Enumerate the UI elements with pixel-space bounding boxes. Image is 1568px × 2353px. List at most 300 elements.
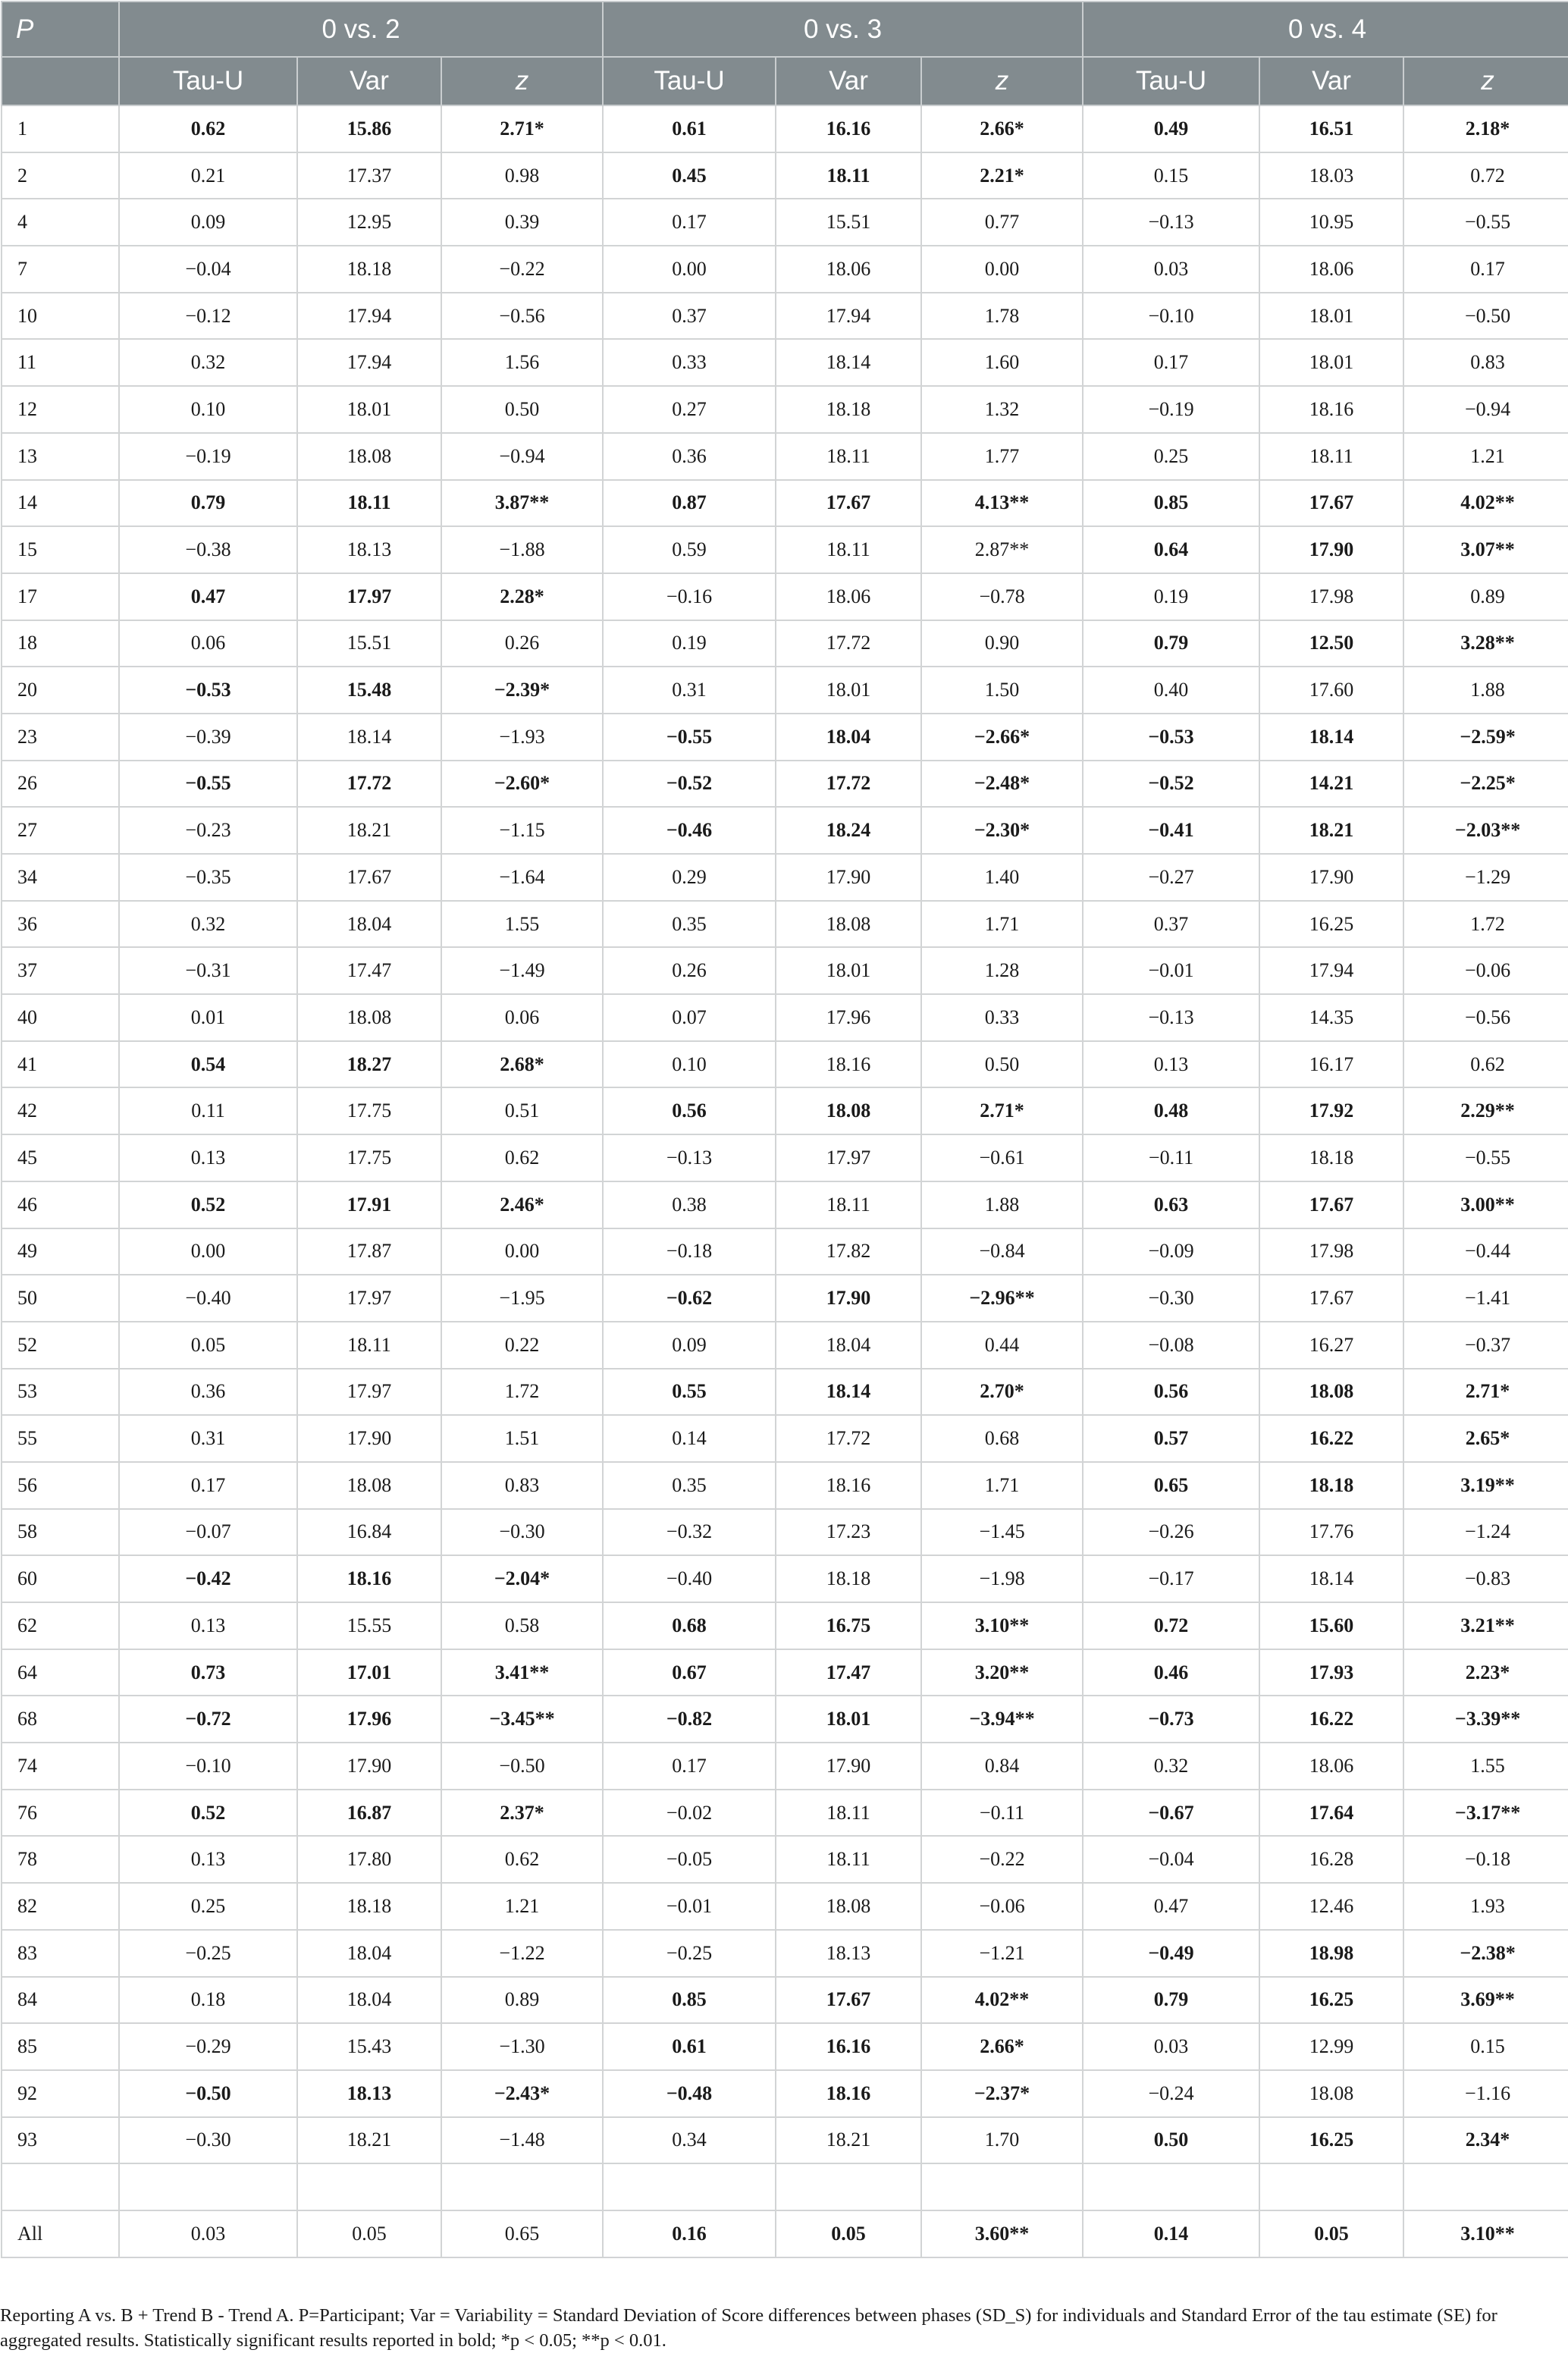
var-cell-0-vs-2: 17.01 — [297, 1649, 441, 1696]
z-cell-0-vs-2: −1.30 — [441, 2023, 603, 2070]
tau-u-cell-0-vs-4: −0.73 — [1083, 1696, 1259, 1743]
z-cell-0-vs-3: 1.71 — [921, 901, 1083, 948]
var-cell-0-vs-4: 17.94 — [1259, 947, 1403, 994]
z-cell-0-vs-2: 1.21 — [441, 1883, 603, 1930]
var-cell-0-vs-2: 18.13 — [297, 2070, 441, 2117]
z-cell-0-vs-2: −1.64 — [441, 854, 603, 901]
participant-cell: 2 — [2, 152, 119, 199]
table-row — [2, 1883, 1568, 1930]
var-cell-0-vs-3: 17.94 — [776, 293, 921, 340]
subheader-z: z — [441, 57, 603, 105]
z-cell-0-vs-4: −3.17** — [1403, 1790, 1568, 1837]
var-cell-0-vs-3: 18.04 — [776, 714, 921, 761]
z-cell-0-vs-2: −0.56 — [441, 293, 603, 340]
table-row — [2, 526, 1568, 573]
var-cell-0-vs-2: 0.05 — [297, 2210, 441, 2257]
subheader-var: Var — [776, 57, 921, 105]
var-cell-0-vs-2: 17.91 — [297, 1181, 441, 1228]
var-cell-0-vs-2: 17.96 — [297, 1696, 441, 1743]
z-cell-0-vs-3: −1.21 — [921, 1930, 1083, 1977]
var-cell-0-vs-2: 15.86 — [297, 105, 441, 152]
z-cell-0-vs-4: 3.10** — [1403, 2210, 1568, 2257]
var-cell-0-vs-2: 18.14 — [297, 714, 441, 761]
tau-u-cell-0-vs-4: −0.19 — [1083, 386, 1259, 433]
subheader-z: z — [921, 57, 1083, 105]
var-cell-0-vs-4: 15.60 — [1259, 1602, 1403, 1649]
z-cell-0-vs-2: 0.58 — [441, 1602, 603, 1649]
var-cell-0-vs-3: 17.90 — [776, 854, 921, 901]
z-cell-0-vs-3: 1.50 — [921, 667, 1083, 714]
var-cell-0-vs-3: 18.18 — [776, 386, 921, 433]
tau-u-cell-0-vs-4: 0.57 — [1083, 1415, 1259, 1462]
z-cell-0-vs-2: −1.95 — [441, 1275, 603, 1322]
tau-u-cell-0-vs-2: 0.47 — [119, 573, 297, 620]
z-cell-0-vs-3: 2.66* — [921, 2023, 1083, 2070]
z-cell-0-vs-3: −0.78 — [921, 573, 1083, 620]
var-cell-0-vs-4: 17.60 — [1259, 667, 1403, 714]
tau-u-cell-0-vs-2: 0.13 — [119, 1602, 297, 1649]
participant-cell: 12 — [2, 386, 119, 433]
var-cell-0-vs-4: 16.22 — [1259, 1696, 1403, 1743]
tau-u-cell-0-vs-4: 0.63 — [1083, 1181, 1259, 1228]
z-cell-0-vs-2: 1.56 — [441, 339, 603, 386]
tau-u-cell-0-vs-4: 0.03 — [1083, 2023, 1259, 2070]
participant-cell: 49 — [2, 1228, 119, 1275]
z-cell-0-vs-4: −0.37 — [1403, 1322, 1568, 1369]
var-cell-0-vs-4: 18.06 — [1259, 246, 1403, 293]
participant-cell: 17 — [2, 573, 119, 620]
tau-u-cell-0-vs-4: 0.13 — [1083, 1041, 1259, 1088]
tau-u-cell-0-vs-3: 0.26 — [603, 947, 776, 994]
table-row — [2, 1369, 1568, 1416]
table-row — [2, 339, 1568, 386]
var-cell-0-vs-3: 18.21 — [776, 2117, 921, 2164]
var-cell-0-vs-2: 18.18 — [297, 246, 441, 293]
table-row — [2, 1041, 1568, 1088]
tau-u-cell-0-vs-3: 0.35 — [603, 901, 776, 948]
tau-u-cell-0-vs-2: −0.53 — [119, 667, 297, 714]
tau-u-cell-0-vs-3: 0.16 — [603, 2210, 776, 2257]
z-cell-0-vs-4: 0.83 — [1403, 339, 1568, 386]
tau-u-cell-0-vs-2: 0.32 — [119, 339, 297, 386]
var-cell-0-vs-4: 16.25 — [1259, 2117, 1403, 2164]
tau-u-cell-0-vs-4: 0.17 — [1083, 339, 1259, 386]
table-row — [2, 2163, 1568, 2210]
var-cell-0-vs-3: 17.82 — [776, 1228, 921, 1275]
table-row — [2, 152, 1568, 199]
tau-u-cell-0-vs-3: 0.36 — [603, 433, 776, 480]
z-cell-0-vs-4: −2.25* — [1403, 761, 1568, 808]
participant-cell: All — [2, 2210, 119, 2257]
z-cell-0-vs-4: 3.28** — [1403, 620, 1568, 667]
tau-u-cell-0-vs-2: 0.09 — [119, 199, 297, 246]
z-cell-0-vs-2: 0.89 — [441, 1977, 603, 2024]
tau-u-cell-0-vs-2: −0.23 — [119, 807, 297, 854]
var-cell-0-vs-3: 18.01 — [776, 947, 921, 994]
z-cell-0-vs-2: −2.43* — [441, 2070, 603, 2117]
z-cell-0-vs-3: 0.77 — [921, 199, 1083, 246]
z-cell-0-vs-3: 3.10** — [921, 1602, 1083, 1649]
z-cell-0-vs-4: 0.17 — [1403, 246, 1568, 293]
tau-u-cell-0-vs-2: 0.13 — [119, 1836, 297, 1883]
tau-u-cell-0-vs-2 — [119, 2163, 297, 2210]
var-cell-0-vs-4: 16.51 — [1259, 105, 1403, 152]
var-cell-0-vs-3: 17.90 — [776, 1275, 921, 1322]
var-cell-0-vs-2: 18.08 — [297, 433, 441, 480]
subheader-var: Var — [1259, 57, 1403, 105]
tau-u-cell-0-vs-3: 0.87 — [603, 480, 776, 527]
var-cell-0-vs-2: 17.80 — [297, 1836, 441, 1883]
participant-cell: 14 — [2, 480, 119, 527]
tau-u-cell-0-vs-2: −0.25 — [119, 1930, 297, 1977]
var-cell-0-vs-3: 17.67 — [776, 1977, 921, 2024]
var-cell-0-vs-3: 18.13 — [776, 1930, 921, 1977]
var-cell-0-vs-2: 17.94 — [297, 293, 441, 340]
participant-cell: 55 — [2, 1415, 119, 1462]
var-cell-0-vs-3: 18.11 — [776, 526, 921, 573]
tau-u-cell-0-vs-3: 0.27 — [603, 386, 776, 433]
table-row — [2, 1836, 1568, 1883]
var-cell-0-vs-4: 16.25 — [1259, 901, 1403, 948]
tau-u-cell-0-vs-4: 0.37 — [1083, 901, 1259, 948]
z-cell-0-vs-3: 2.66* — [921, 105, 1083, 152]
var-cell-0-vs-4: 18.16 — [1259, 386, 1403, 433]
z-cell-0-vs-2: −1.49 — [441, 947, 603, 994]
tau-u-cell-0-vs-2: 0.79 — [119, 480, 297, 527]
participant-cell: 20 — [2, 667, 119, 714]
table-row — [2, 667, 1568, 714]
table-row — [2, 947, 1568, 994]
participant-cell: 92 — [2, 2070, 119, 2117]
var-cell-0-vs-2: 18.08 — [297, 1462, 441, 1509]
tau-u-cell-0-vs-3: 0.34 — [603, 2117, 776, 2164]
var-cell-0-vs-2: 18.27 — [297, 1041, 441, 1088]
var-cell-0-vs-2: 17.90 — [297, 1743, 441, 1790]
z-cell-0-vs-3: −1.45 — [921, 1509, 1083, 1556]
var-cell-0-vs-3 — [776, 2163, 921, 2210]
tau-u-cell-0-vs-3: 0.61 — [603, 105, 776, 152]
table-footnote: Reporting A vs. B + Trend B - Trend A. P=Participant; Var = Variability = Standard Deviation of Score differences between phases (SD_S) for individuals and Standard Error of the tau estimate (SE) for aggregated results. Statistically significant results reported in bold; *p < 0.05; **p < 0.01. — [0, 2305, 1497, 2351]
tau-u-cell-0-vs-4 — [1083, 2163, 1259, 2210]
z-cell-0-vs-3: −2.66* — [921, 714, 1083, 761]
z-cell-0-vs-4: 3.69** — [1403, 1977, 1568, 2024]
tau-u-cell-0-vs-3: 0.56 — [603, 1087, 776, 1134]
tau-u-cell-0-vs-2: −0.10 — [119, 1743, 297, 1790]
var-cell-0-vs-4: 12.99 — [1259, 2023, 1403, 2070]
tau-u-cell-0-vs-3: 0.14 — [603, 1415, 776, 1462]
z-cell-0-vs-4: 0.62 — [1403, 1041, 1568, 1088]
table-row — [2, 1696, 1568, 1743]
var-cell-0-vs-3: 18.11 — [776, 1181, 921, 1228]
var-cell-0-vs-2: 17.75 — [297, 1134, 441, 1181]
tau-u-cell-0-vs-2: −0.31 — [119, 947, 297, 994]
tau-u-cell-0-vs-2: 0.13 — [119, 1134, 297, 1181]
var-cell-0-vs-4: 18.18 — [1259, 1134, 1403, 1181]
var-cell-0-vs-3: 18.24 — [776, 807, 921, 854]
tau-u-cell-0-vs-2: 0.36 — [119, 1369, 297, 1416]
tau-u-cell-0-vs-4: 0.19 — [1083, 573, 1259, 620]
z-cell-0-vs-3: 2.70* — [921, 1369, 1083, 1416]
table-body — [2, 105, 1568, 2257]
table-row — [2, 1602, 1568, 1649]
tau-u-cell-0-vs-3: 0.38 — [603, 1181, 776, 1228]
tau-u-cell-0-vs-2: −0.19 — [119, 433, 297, 480]
z-cell-0-vs-2 — [441, 2163, 603, 2210]
var-cell-0-vs-3: 18.01 — [776, 667, 921, 714]
table-row — [2, 1555, 1568, 1602]
var-cell-0-vs-4: 18.98 — [1259, 1930, 1403, 1977]
participant-cell: 36 — [2, 901, 119, 948]
tau-u-cell-0-vs-2: −0.38 — [119, 526, 297, 573]
z-cell-0-vs-3: −2.48* — [921, 761, 1083, 808]
z-cell-0-vs-2: 2.37* — [441, 1790, 603, 1837]
z-cell-0-vs-2: 0.51 — [441, 1087, 603, 1134]
z-cell-0-vs-3: −0.22 — [921, 1836, 1083, 1883]
var-cell-0-vs-2: 18.04 — [297, 901, 441, 948]
tau-u-cell-0-vs-3: −0.32 — [603, 1509, 776, 1556]
tau-u-cell-0-vs-4: −0.67 — [1083, 1790, 1259, 1837]
tau-u-cell-0-vs-2: −0.07 — [119, 1509, 297, 1556]
z-cell-0-vs-4: 2.65* — [1403, 1415, 1568, 1462]
var-cell-0-vs-3: 16.75 — [776, 1602, 921, 1649]
tau-u-cell-0-vs-3: 0.33 — [603, 339, 776, 386]
var-cell-0-vs-4: 18.11 — [1259, 433, 1403, 480]
tau-u-cell-0-vs-4: −0.24 — [1083, 2070, 1259, 2117]
tau-u-cell-0-vs-3: 0.10 — [603, 1041, 776, 1088]
var-cell-0-vs-4: 18.14 — [1259, 1555, 1403, 1602]
tau-u-cell-0-vs-3: 0.61 — [603, 2023, 776, 2070]
participant-cell: 40 — [2, 994, 119, 1041]
tau-u-cell-0-vs-4: 0.25 — [1083, 433, 1259, 480]
var-cell-0-vs-2: 18.13 — [297, 526, 441, 573]
z-cell-0-vs-4: 3.07** — [1403, 526, 1568, 573]
participant-cell: 42 — [2, 1087, 119, 1134]
tau-u-cell-0-vs-4: −0.27 — [1083, 854, 1259, 901]
z-cell-0-vs-3: 4.02** — [921, 1977, 1083, 2024]
z-cell-0-vs-3: 1.70 — [921, 2117, 1083, 2164]
var-cell-0-vs-2: 17.72 — [297, 761, 441, 808]
tau-u-cell-0-vs-4: 0.47 — [1083, 1883, 1259, 1930]
z-cell-0-vs-4: −0.50 — [1403, 293, 1568, 340]
z-cell-0-vs-2: −2.60* — [441, 761, 603, 808]
z-cell-0-vs-4: 3.00** — [1403, 1181, 1568, 1228]
z-cell-0-vs-2: 0.83 — [441, 1462, 603, 1509]
participant-cell: 10 — [2, 293, 119, 340]
z-cell-0-vs-3: 0.44 — [921, 1322, 1083, 1369]
tau-u-cell-0-vs-4: −0.30 — [1083, 1275, 1259, 1322]
var-cell-0-vs-3: 18.16 — [776, 2070, 921, 2117]
table-row — [2, 1743, 1568, 1790]
z-cell-0-vs-2: 1.51 — [441, 1415, 603, 1462]
z-cell-0-vs-2: 3.41** — [441, 1649, 603, 1696]
z-cell-0-vs-3: 1.40 — [921, 854, 1083, 901]
table-row — [2, 1181, 1568, 1228]
var-cell-0-vs-3: 17.47 — [776, 1649, 921, 1696]
z-cell-0-vs-2: 0.22 — [441, 1322, 603, 1369]
table-row — [2, 901, 1568, 948]
tau-u-cell-0-vs-4: 0.03 — [1083, 246, 1259, 293]
z-cell-0-vs-3: 2.21* — [921, 152, 1083, 199]
participant-cell: 82 — [2, 1883, 119, 1930]
table-row — [2, 1509, 1568, 1556]
tau-u-cell-0-vs-4: −0.49 — [1083, 1930, 1259, 1977]
table-row — [2, 761, 1568, 808]
tau-u-cell-0-vs-2: 0.06 — [119, 620, 297, 667]
table-row — [2, 1415, 1568, 1462]
table-row — [2, 1228, 1568, 1275]
table-row — [2, 1977, 1568, 2024]
z-cell-0-vs-4: −1.29 — [1403, 854, 1568, 901]
z-cell-0-vs-4: 4.02** — [1403, 480, 1568, 527]
z-cell-0-vs-4: −0.06 — [1403, 947, 1568, 994]
tau-u-cell-0-vs-4: 0.79 — [1083, 620, 1259, 667]
var-cell-0-vs-2: 15.43 — [297, 2023, 441, 2070]
subheader-empty — [2, 57, 119, 105]
z-cell-0-vs-4: 1.88 — [1403, 667, 1568, 714]
var-cell-0-vs-3: 18.11 — [776, 152, 921, 199]
tau-u-cell-0-vs-3: 0.29 — [603, 854, 776, 901]
participant-cell: 11 — [2, 339, 119, 386]
tau-u-cell-0-vs-4: 0.72 — [1083, 1602, 1259, 1649]
var-cell-0-vs-2: 18.04 — [297, 1930, 441, 1977]
z-cell-0-vs-3: 3.20** — [921, 1649, 1083, 1696]
participant-cell: 34 — [2, 854, 119, 901]
tau-u-cell-0-vs-4: −0.26 — [1083, 1509, 1259, 1556]
group-header-0-vs-2: 0 vs. 2 — [119, 2, 603, 57]
var-cell-0-vs-3: 17.23 — [776, 1509, 921, 1556]
table-row — [2, 573, 1568, 620]
table-row — [2, 293, 1568, 340]
tau-u-cell-0-vs-2: −0.30 — [119, 2117, 297, 2164]
z-cell-0-vs-2: 0.00 — [441, 1228, 603, 1275]
tau-u-cell-0-vs-4: 0.15 — [1083, 152, 1259, 199]
participant-cell: 1 — [2, 105, 119, 152]
tau-u-cell-0-vs-3: 0.59 — [603, 526, 776, 573]
z-cell-0-vs-3: 0.50 — [921, 1041, 1083, 1088]
participant-cell: 23 — [2, 714, 119, 761]
z-cell-0-vs-3: −2.96** — [921, 1275, 1083, 1322]
tau-u-cell-0-vs-2: 0.21 — [119, 152, 297, 199]
z-cell-0-vs-2: 2.46* — [441, 1181, 603, 1228]
var-cell-0-vs-4: 14.21 — [1259, 761, 1403, 808]
z-cell-0-vs-4: −0.56 — [1403, 994, 1568, 1041]
z-cell-0-vs-4: 2.29** — [1403, 1087, 1568, 1134]
z-cell-0-vs-3: 3.60** — [921, 2210, 1083, 2257]
z-cell-0-vs-3: 1.32 — [921, 386, 1083, 433]
tau-u-cell-0-vs-3: −0.25 — [603, 1930, 776, 1977]
tau-u-cell-0-vs-4: −0.52 — [1083, 761, 1259, 808]
tau-u-cell-0-vs-4: −0.53 — [1083, 714, 1259, 761]
var-cell-0-vs-4: 17.67 — [1259, 480, 1403, 527]
tau-u-cell-0-vs-3: 0.09 — [603, 1322, 776, 1369]
tau-u-cell-0-vs-2: 0.25 — [119, 1883, 297, 1930]
z-cell-0-vs-4: 2.23* — [1403, 1649, 1568, 1696]
tau-u-cell-0-vs-4: −0.13 — [1083, 199, 1259, 246]
z-cell-0-vs-4 — [1403, 2163, 1568, 2210]
tau-u-cell-0-vs-4: 0.40 — [1083, 667, 1259, 714]
table-row — [2, 480, 1568, 527]
z-cell-0-vs-3: 1.77 — [921, 433, 1083, 480]
var-cell-0-vs-4: 17.92 — [1259, 1087, 1403, 1134]
z-cell-0-vs-4: −3.39** — [1403, 1696, 1568, 1743]
tau-u-cell-0-vs-4: 0.32 — [1083, 1743, 1259, 1790]
z-cell-0-vs-2: 0.39 — [441, 199, 603, 246]
var-cell-0-vs-4: 17.98 — [1259, 573, 1403, 620]
var-cell-0-vs-2: 17.90 — [297, 1415, 441, 1462]
tau-u-cell-0-vs-2: 0.32 — [119, 901, 297, 948]
z-cell-0-vs-4: 3.19** — [1403, 1462, 1568, 1509]
z-cell-0-vs-3: 4.13** — [921, 480, 1083, 527]
group-header-0-vs-3: 0 vs. 3 — [603, 2, 1083, 57]
var-cell-0-vs-3: 17.72 — [776, 620, 921, 667]
var-cell-0-vs-3: 18.11 — [776, 1790, 921, 1837]
participant-cell: 68 — [2, 1696, 119, 1743]
tau-u-cell-0-vs-2: 0.52 — [119, 1790, 297, 1837]
tau-u-cell-0-vs-4: −0.01 — [1083, 947, 1259, 994]
var-cell-0-vs-4: 18.14 — [1259, 714, 1403, 761]
z-cell-0-vs-3: 0.90 — [921, 620, 1083, 667]
tau-u-cell-0-vs-3: 0.00 — [603, 246, 776, 293]
participant-cell: 41 — [2, 1041, 119, 1088]
table-row — [2, 105, 1568, 152]
table-row — [2, 1462, 1568, 1509]
results-table — [1, 1, 1568, 2258]
tau-u-cell-0-vs-2: 0.05 — [119, 1322, 297, 1369]
tau-u-cell-0-vs-2: 0.17 — [119, 1462, 297, 1509]
z-cell-0-vs-4: 1.21 — [1403, 433, 1568, 480]
z-cell-0-vs-3: −2.30* — [921, 807, 1083, 854]
table-row — [2, 433, 1568, 480]
participant-cell: 78 — [2, 1836, 119, 1883]
participant-cell: 18 — [2, 620, 119, 667]
z-cell-0-vs-4: 2.34* — [1403, 2117, 1568, 2164]
tau-u-cell-0-vs-4: −0.17 — [1083, 1555, 1259, 1602]
z-cell-0-vs-3: 2.87** — [921, 526, 1083, 573]
z-cell-0-vs-4: 0.89 — [1403, 573, 1568, 620]
z-cell-0-vs-4: −0.55 — [1403, 199, 1568, 246]
var-cell-0-vs-3: 18.06 — [776, 573, 921, 620]
z-cell-0-vs-2: −1.88 — [441, 526, 603, 573]
tau-u-cell-0-vs-2: 0.01 — [119, 994, 297, 1041]
var-cell-0-vs-2: 17.87 — [297, 1228, 441, 1275]
z-cell-0-vs-2: −0.30 — [441, 1509, 603, 1556]
var-cell-0-vs-3: 18.08 — [776, 901, 921, 948]
participant-cell: 26 — [2, 761, 119, 808]
tau-u-cell-0-vs-4: 0.64 — [1083, 526, 1259, 573]
table-row — [2, 1649, 1568, 1696]
var-cell-0-vs-2: 17.97 — [297, 1369, 441, 1416]
tau-u-cell-0-vs-2: 0.73 — [119, 1649, 297, 1696]
var-cell-0-vs-3: 18.01 — [776, 1696, 921, 1743]
z-cell-0-vs-2: 0.62 — [441, 1836, 603, 1883]
var-cell-0-vs-3: 18.06 — [776, 246, 921, 293]
subheader-z: z — [1403, 57, 1568, 105]
var-cell-0-vs-3: 18.16 — [776, 1041, 921, 1088]
var-cell-0-vs-4: 18.21 — [1259, 807, 1403, 854]
table-row — [2, 714, 1568, 761]
z-cell-0-vs-3: 0.33 — [921, 994, 1083, 1041]
participant-cell: 45 — [2, 1134, 119, 1181]
participant-cell: 37 — [2, 947, 119, 994]
var-cell-0-vs-3: 17.67 — [776, 480, 921, 527]
var-cell-0-vs-2: 15.48 — [297, 667, 441, 714]
var-cell-0-vs-3: 17.72 — [776, 761, 921, 808]
z-cell-0-vs-2: −0.50 — [441, 1743, 603, 1790]
participant-cell: 74 — [2, 1743, 119, 1790]
var-cell-0-vs-3: 18.08 — [776, 1883, 921, 1930]
z-cell-0-vs-4: −1.41 — [1403, 1275, 1568, 1322]
table-row — [2, 2070, 1568, 2117]
